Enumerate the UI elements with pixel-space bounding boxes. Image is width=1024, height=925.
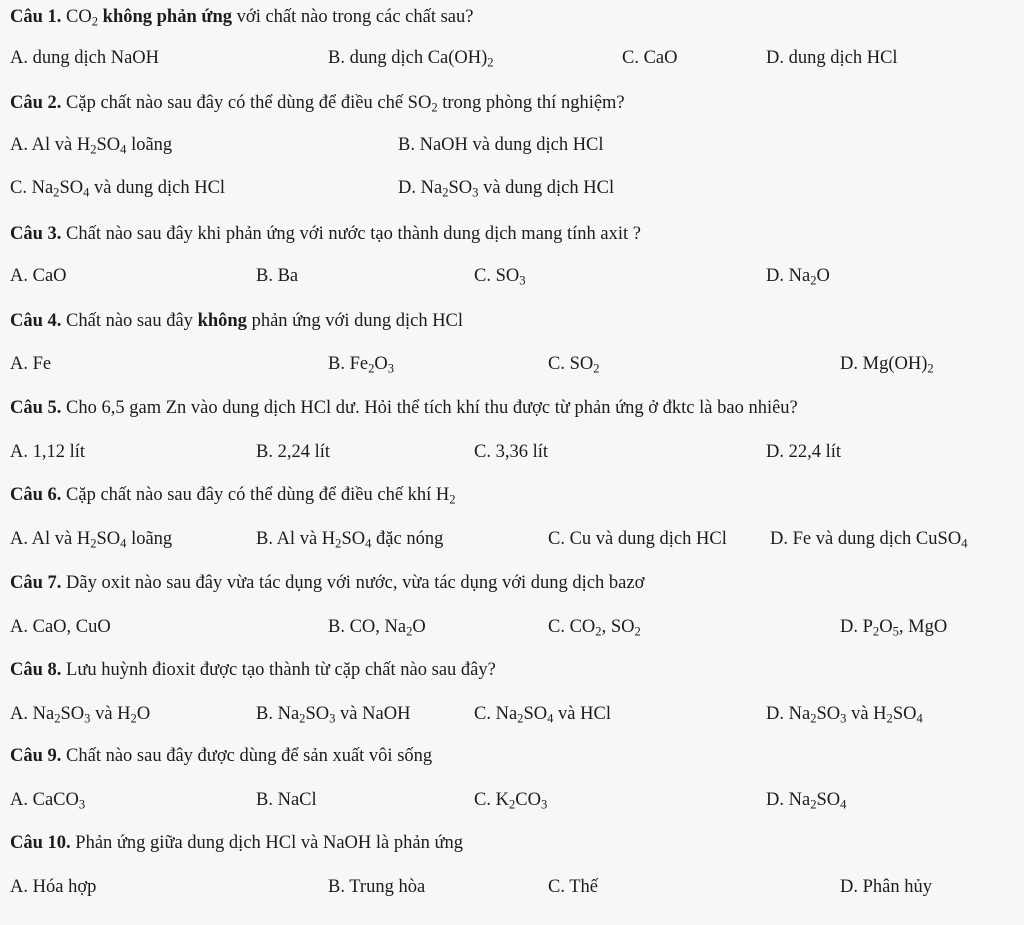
option-text	[273, 704, 410, 724]
option-text	[491, 442, 548, 462]
q10-option-a	[10, 877, 96, 898]
subscript: 2	[810, 711, 817, 726]
subscript: 2	[810, 273, 817, 288]
option-text	[491, 704, 611, 724]
q10-option-c	[548, 877, 598, 898]
text-run: O	[136, 704, 151, 724]
text-run: Al và H	[28, 529, 91, 549]
text-run: Dãy oxit nào sau đây vừa tác dụng với nước, vừa tác dụng với dung dịch bazơ	[61, 573, 645, 593]
option-label: D.	[766, 704, 784, 724]
text-run: 3,36 lít	[490, 442, 549, 462]
text-run: NaCl	[272, 790, 317, 810]
text-run: Na	[784, 790, 811, 810]
option-label: C.	[548, 529, 565, 549]
text-run: Phản ứng giữa dung dịch HCl và NaOH là phản ứng	[70, 833, 463, 853]
option-label: B.	[398, 135, 415, 155]
text-run: Na	[26, 178, 54, 198]
option-text	[565, 877, 598, 897]
q1-option-d	[766, 48, 898, 69]
q5-option-d	[766, 442, 841, 463]
option-text	[784, 48, 898, 68]
option-text	[491, 266, 526, 286]
option-label: C.	[10, 178, 27, 198]
text-run: SO	[60, 704, 85, 724]
subscript: 2	[299, 711, 306, 726]
subscript: 2	[406, 624, 413, 639]
text-run: SO	[305, 704, 330, 724]
subscript: 2	[91, 14, 99, 29]
option-label: B.	[256, 529, 273, 549]
q5-option-b	[256, 442, 330, 463]
subscript: 2	[810, 797, 817, 812]
option-text	[858, 354, 934, 374]
text-run: K	[490, 790, 509, 810]
text-run: Cặp chất nào sau đây có thể dùng để điều chế SO	[61, 93, 432, 113]
q10-option-d	[840, 877, 932, 898]
option-label: D.	[766, 266, 784, 286]
option-label: C.	[474, 266, 491, 286]
subscript: 2	[595, 624, 602, 639]
option-label: D.	[766, 48, 784, 68]
q2-option-b	[398, 135, 604, 156]
option-label: A.	[10, 529, 28, 549]
question-number: Câu 1.	[10, 7, 62, 27]
subscript: 2	[593, 361, 600, 376]
text-run: , MgO	[898, 617, 948, 637]
q3-option-b	[256, 266, 298, 287]
bold-text: không	[197, 311, 247, 331]
option-text	[345, 48, 494, 68]
text-run: O	[879, 617, 893, 637]
question-text	[61, 573, 644, 593]
text-run: loãng	[126, 529, 173, 549]
subscript: 2	[634, 624, 641, 639]
text-run: SO	[564, 354, 594, 374]
text-run: Thế	[564, 877, 599, 897]
subscript: 3	[472, 185, 479, 200]
text-run: SO	[96, 135, 121, 155]
option-text	[491, 790, 547, 810]
option-label: A.	[10, 790, 28, 810]
bold-text: không phản ứng	[98, 7, 233, 27]
q3-option-d	[766, 266, 830, 287]
q1-option-c	[622, 48, 678, 69]
option-text	[784, 442, 841, 462]
q1-option-a	[10, 48, 159, 69]
q6-option-d	[770, 529, 967, 550]
option-label: D.	[840, 617, 858, 637]
option-text	[273, 790, 317, 810]
option-label: B.	[328, 877, 345, 897]
text-run: Trung hòa	[344, 877, 426, 897]
subscript: 4	[83, 185, 90, 200]
question-5	[10, 398, 798, 419]
option-text	[345, 354, 394, 374]
q7-option-a	[10, 617, 111, 638]
text-run: Hóa hợp	[28, 877, 97, 897]
option-label: A.	[10, 704, 28, 724]
option-label: A.	[10, 877, 28, 897]
text-run: và HCl	[553, 704, 611, 724]
subscript: 2	[872, 624, 880, 639]
option-label: C.	[474, 790, 491, 810]
text-run: Lưu huỳnh đioxit được tạo thành từ cặp chất nào sau đây?	[61, 660, 496, 680]
text-run: SO	[816, 790, 841, 810]
text-run: Mg(OH)	[858, 354, 928, 374]
q10-option-b	[328, 877, 425, 898]
q3-option-a	[10, 266, 67, 287]
text-run: với chất nào trong các chất sau?	[232, 7, 474, 27]
subscript: 2	[130, 711, 137, 726]
text-run: CaO	[28, 266, 67, 286]
text-run: SO	[490, 266, 520, 286]
subscript: 4	[120, 142, 127, 157]
subscript: 4	[916, 711, 923, 726]
option-text	[28, 529, 172, 549]
q4-option-b	[328, 354, 394, 375]
text-run: Chất nào sau đây được dùng để sản xuất vôi sống	[61, 746, 433, 766]
text-run: Al và H	[28, 135, 91, 155]
text-run: loãng	[126, 135, 173, 155]
option-label: C.	[548, 877, 565, 897]
text-run: Na	[784, 266, 811, 286]
option-label: B.	[328, 48, 345, 68]
option-text	[784, 266, 830, 286]
q9-option-d	[766, 790, 846, 811]
subscript: 2	[90, 142, 97, 157]
subscript: 2	[54, 711, 61, 726]
subscript: 2	[368, 361, 375, 376]
text-run: 1,12 lít	[28, 442, 86, 462]
text-run: Chất nào sau đây khi phản ứng với nước tạo thành dung dịch mang tính axit ?	[61, 224, 642, 244]
text-run: dung dịch HCl	[784, 48, 898, 68]
q5-option-c	[474, 442, 548, 463]
option-text	[639, 48, 678, 68]
q6-option-c	[548, 529, 727, 550]
text-run: và dung dịch HCl	[89, 178, 226, 198]
option-text	[28, 354, 51, 374]
option-text	[27, 178, 225, 198]
option-text	[28, 135, 172, 155]
text-run: P	[858, 617, 873, 637]
option-label: D.	[840, 877, 858, 897]
text-run: 22,4 lít	[784, 442, 842, 462]
text-run: dung dịch NaOH	[28, 48, 160, 68]
option-label: C.	[474, 704, 491, 724]
text-run: Phân hủy	[858, 877, 932, 897]
text-run: Fe	[28, 354, 52, 374]
q3-option-c	[474, 266, 526, 287]
text-run: CaCO	[28, 790, 79, 810]
question-number: Câu 3.	[10, 224, 62, 244]
option-label: D.	[398, 178, 416, 198]
subscript: 2	[886, 711, 893, 726]
question-3	[10, 224, 641, 245]
option-label: A.	[10, 442, 28, 462]
option-text	[565, 617, 641, 637]
option-label: C.	[622, 48, 639, 68]
q7-option-b	[328, 617, 426, 638]
option-label: B.	[328, 354, 345, 374]
question-number: Câu 6.	[10, 485, 62, 505]
subscript: 3	[840, 711, 847, 726]
question-text	[61, 398, 797, 418]
q9-option-a	[10, 790, 85, 811]
q6-option-a	[10, 529, 172, 550]
subscript: 2	[431, 100, 438, 115]
text-run: trong phòng thí nghiệm?	[437, 93, 625, 113]
option-label: B.	[256, 442, 273, 462]
question-4	[10, 311, 463, 332]
text-run: CO, Na	[344, 617, 407, 637]
subscript: 2	[508, 797, 516, 812]
option-label: A.	[10, 617, 28, 637]
text-run: Ba	[272, 266, 299, 286]
question-9	[10, 746, 432, 767]
text-run: SO	[59, 178, 84, 198]
question-2	[10, 93, 625, 114]
text-run: SO	[96, 529, 121, 549]
text-run: SO	[816, 704, 841, 724]
subscript: 5	[892, 624, 899, 639]
option-text	[345, 617, 426, 637]
question-number: Câu 8.	[10, 660, 62, 680]
option-text	[273, 266, 298, 286]
option-label: C.	[474, 442, 491, 462]
text-run: CaO	[638, 48, 678, 68]
option-text	[273, 442, 330, 462]
option-text	[858, 617, 947, 637]
option-text	[28, 266, 67, 286]
q4-option-c	[548, 354, 600, 375]
text-run: dung dịch Ca(OH)	[344, 48, 488, 68]
subscript: 4	[840, 797, 847, 812]
subscript: 2	[442, 185, 449, 200]
option-text	[788, 529, 967, 549]
q2-option-a	[10, 135, 172, 156]
subscript: 2	[927, 361, 934, 376]
text-run: Cho 6,5 gam Zn vào dung dịch HCl dư. Hỏi thể tích khí thu được từ phản ứng ở đktc là bao nhiêu?	[61, 398, 798, 418]
option-text	[565, 529, 727, 549]
q8-option-b	[256, 704, 410, 725]
subscript: 3	[329, 711, 336, 726]
option-label: D.	[766, 790, 784, 810]
text-run: phản ứng với dung dịch HCl	[246, 311, 464, 331]
text-run: SO	[892, 704, 917, 724]
subscript: 4	[120, 536, 127, 551]
text-run: Na	[28, 704, 55, 724]
q8-option-c	[474, 704, 611, 725]
option-text	[415, 135, 604, 155]
text-run: và dung dịch HCl	[478, 178, 615, 198]
option-text	[28, 704, 150, 724]
question-text	[61, 485, 455, 505]
option-label: D.	[766, 442, 784, 462]
option-text	[416, 178, 614, 198]
option-text	[28, 48, 159, 68]
text-run: O	[374, 354, 388, 374]
option-label: C.	[548, 617, 565, 637]
subscript: 2	[487, 55, 494, 70]
text-run: và H	[846, 704, 887, 724]
text-run: Na	[272, 704, 300, 724]
q7-option-d	[840, 617, 947, 638]
option-label: D.	[840, 354, 858, 374]
option-text	[28, 877, 96, 897]
text-run: Fe	[344, 354, 369, 374]
subscript: 3	[84, 711, 91, 726]
question-number: Câu 4.	[10, 311, 62, 331]
q4-option-d	[840, 354, 934, 375]
q8-option-a	[10, 704, 150, 725]
text-run: O	[412, 617, 426, 637]
question-text	[61, 660, 495, 680]
text-run: Na	[416, 178, 443, 198]
question-number: Câu 7.	[10, 573, 62, 593]
text-run: O	[816, 266, 830, 286]
question-text	[61, 311, 463, 331]
q9-option-c	[474, 790, 547, 811]
subscript: 2	[335, 536, 342, 551]
option-label: A.	[10, 48, 28, 68]
text-run: CO	[515, 790, 541, 810]
q9-option-b	[256, 790, 317, 811]
q7-option-c	[548, 617, 641, 638]
question-6	[10, 485, 456, 506]
option-label: A.	[10, 354, 28, 374]
option-label: A.	[10, 135, 28, 155]
q8-option-d	[766, 704, 923, 725]
option-label: B.	[256, 790, 273, 810]
subscript: 2	[90, 536, 97, 551]
text-run: Cu và dung dịch HCl	[564, 529, 727, 549]
option-text	[345, 877, 425, 897]
q5-option-a	[10, 442, 85, 463]
q2-option-d	[398, 178, 614, 199]
question-text	[61, 224, 641, 244]
q2-option-c	[10, 178, 225, 199]
text-run: đặc nóng	[371, 529, 444, 549]
question-number: Câu 5.	[10, 398, 62, 418]
option-text	[28, 790, 85, 810]
text-run: Na	[784, 704, 811, 724]
text-run: và NaOH	[335, 704, 411, 724]
text-run: 2,24 lít	[272, 442, 331, 462]
subscript: 2	[449, 492, 456, 507]
question-1	[10, 7, 473, 28]
text-run: và H	[90, 704, 131, 724]
text-run: SO	[523, 704, 548, 724]
option-label: C.	[548, 354, 565, 374]
question-number: Câu 2.	[10, 93, 62, 113]
text-run: Al và H	[272, 529, 336, 549]
question-8	[10, 660, 496, 681]
option-label: B.	[328, 617, 345, 637]
text-run: CO	[564, 617, 596, 637]
option-label: A.	[10, 266, 28, 286]
text-run: Na	[490, 704, 518, 724]
text-run: CaO, CuO	[28, 617, 111, 637]
option-label: B.	[256, 704, 273, 724]
q1-option-b	[328, 48, 494, 69]
option-label: B.	[256, 266, 273, 286]
option-text	[565, 354, 600, 374]
option-text	[28, 617, 111, 637]
subscript: 3	[78, 797, 86, 812]
subscript: 4	[365, 536, 372, 551]
option-text	[784, 790, 846, 810]
subscript: 3	[540, 797, 548, 812]
option-label: D.	[770, 529, 788, 549]
q4-option-a	[10, 354, 51, 375]
question-10	[10, 833, 463, 854]
question-text	[71, 833, 463, 853]
text-run: NaOH và dung dịch HCl	[414, 135, 604, 155]
question-number: Câu 10.	[10, 833, 71, 853]
subscript: 4	[547, 711, 554, 726]
text-run: Fe và dung dịch CuSO	[788, 529, 962, 549]
text-run: SO	[448, 178, 473, 198]
text-run: , SO	[601, 617, 635, 637]
option-text	[858, 877, 932, 897]
subscript: 3	[519, 273, 526, 288]
question-text	[61, 7, 473, 27]
subscript: 3	[387, 361, 395, 376]
subscript: 4	[961, 536, 968, 551]
option-text	[28, 442, 85, 462]
text-run: Cặp chất nào sau đây có thể dùng để điều chế khí H	[61, 485, 450, 505]
q6-option-b	[256, 529, 443, 550]
question-number: Câu 9.	[10, 746, 62, 766]
text-run: SO	[341, 529, 366, 549]
question-text	[61, 93, 624, 113]
option-text	[784, 704, 923, 724]
question-7	[10, 573, 644, 594]
subscript: 2	[53, 185, 60, 200]
subscript: 2	[517, 711, 524, 726]
text-run: Chất nào sau đây	[61, 311, 198, 331]
question-text	[61, 746, 432, 766]
text-run: CO	[61, 7, 92, 27]
option-text	[273, 529, 443, 549]
